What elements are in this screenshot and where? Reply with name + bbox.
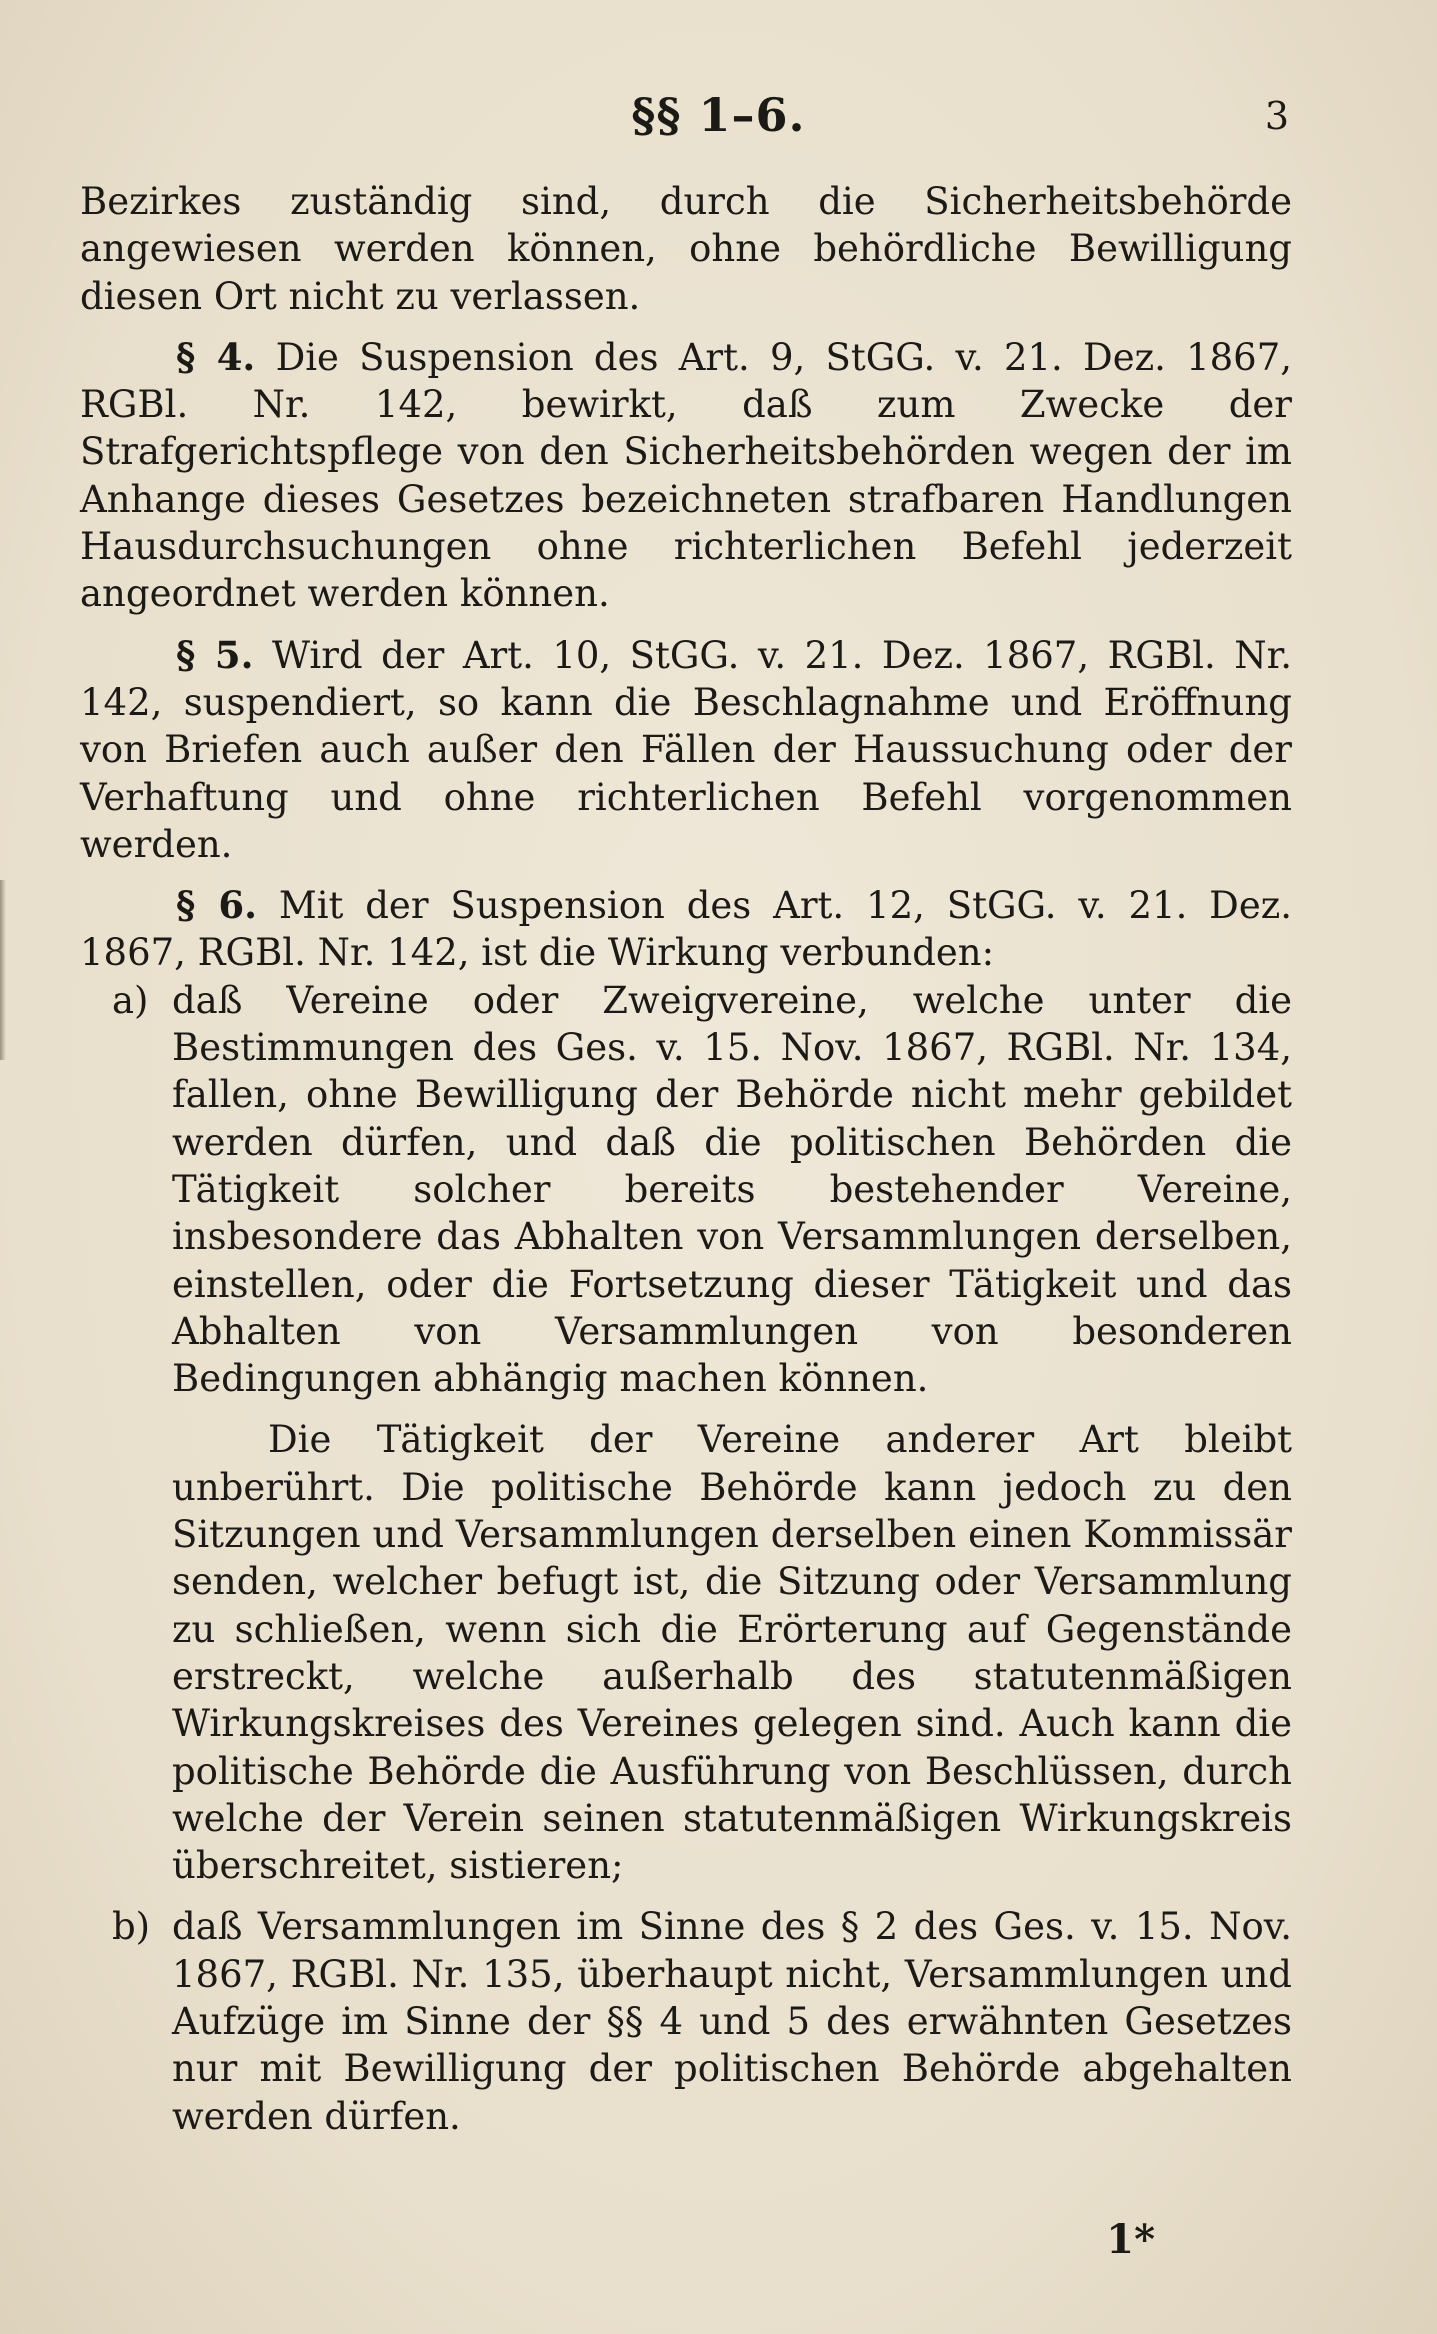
item-a-label: a) [112,978,149,1022]
paragraph-4 [80,334,1292,618]
list-item-b [80,1903,1292,2139]
paragraph-gap [80,320,1292,334]
paragraph-gap [80,1889,1292,1903]
page-edge-shadow [0,880,6,1060]
item-b-label: b) [112,1905,151,1949]
section-range-title: §§ 1–6. [631,88,806,142]
page-header [0,88,1437,148]
item-b-text: daß Versammlungen im Sinne des § 2 des Ges. v. 15. Nov. 1867, RGBl. Nr. 135, überhaupt nicht, Versammlungen und Aufzüge im Sinne der §§ 4 und 5 des erwähnten Gesetzes nur mit Bewilligung der politischen Behörde abgehalten werden dürfen. [172,1905,1292,2138]
section-6-text: Mit der Suspension des Art. 12, StGG. v. 21. Dez. 1867, RGBl. Nr. 142, ist die Wirkung verbunden: [80,884,1292,975]
item-a-text: daß Vereine oder Zweigvereine, welche unter die Bestimmungen des Ges. v. 15. Nov. 1867, RGBl. Nr. 134, fallen, ohne Bewilligung der Behörde nicht mehr gebildet werden dürfen, und daß die politischen Behörden die Tätigkeit solcher bereits bestehender Vereine, insbesondere das Abhalten von Versammlungen derselben, einstellen, oder die Fortsetzung dieser Tätigkeit und das Abhalten von Versammlungen von besonderen Bedingungen abhängig machen können. [172,978,1292,1401]
list-item-a [80,977,1292,1403]
printer-signature-mark: 1* [1106,2216,1155,2263]
paragraph-5 [80,632,1292,868]
section-4-text: Die Suspension des Art. 9, StGG. v. 21. Dez. 1867, RGBl. Nr. 142, bewirkt, daß zum Zwecke der Strafgerichtspflege von den Sicherheitsbehörden wegen der im Anhange dieses Gesetzes bezeichneten strafbaren Handlungen Hausdurchsuchungen ohne richterlichen Befehl jederzeit angeordnet werden können. [80,335,1293,616]
continued-paragraph: Bezirkes zuständig sind, durch die Sicherheitsbehörde angewiesen werden können, ohne behördliche Bewilligung diesen Ort nicht zu verlassen. [80,180,1292,318]
paragraph-gap [80,1402,1292,1416]
paragraph-6 [80,882,1292,977]
section-5-text: Wird der Art. 10, StGG. v. 21. Dez. 1867, RGBl. Nr. 142, suspendiert, so kann die Beschlagnahme und Eröffnung von Briefen auch außer den Fällen der Haussuchung oder der Verhaftung und ohne richterlichen Befehl vorgenommen werden. [80,633,1292,866]
body-text [80,178,1292,2140]
paragraph-gap [80,618,1292,632]
section-5-sign: § 5. [176,632,254,677]
section-4-sign: § 4. [176,334,256,379]
page-number: 3 [1264,94,1289,138]
paragraph-gap [80,868,1292,882]
section-6-sign: § 6. [176,883,257,928]
item-a-subparagraph: Die Tätigkeit der Vereine anderer Art bleibt unberührt. Die politische Behörde kann jedoch zu den Sitzungen und Versammlungen derselben einen Kommissär senden, welcher befugt ist, die Sitzung oder Versammlung zu schließen, wenn sich die Erörterung auf Gegenstände erstreckt, welche außerhalb des statutenmäßigen Wirkungskreises des Vereines gelegen sind. Auch kann die politische Behörde die Ausführung von Beschlüssen, durch welche der Verein seinen statutenmäßigen Wirkungskreis überschreitet, sistieren; [172,1418,1292,1888]
